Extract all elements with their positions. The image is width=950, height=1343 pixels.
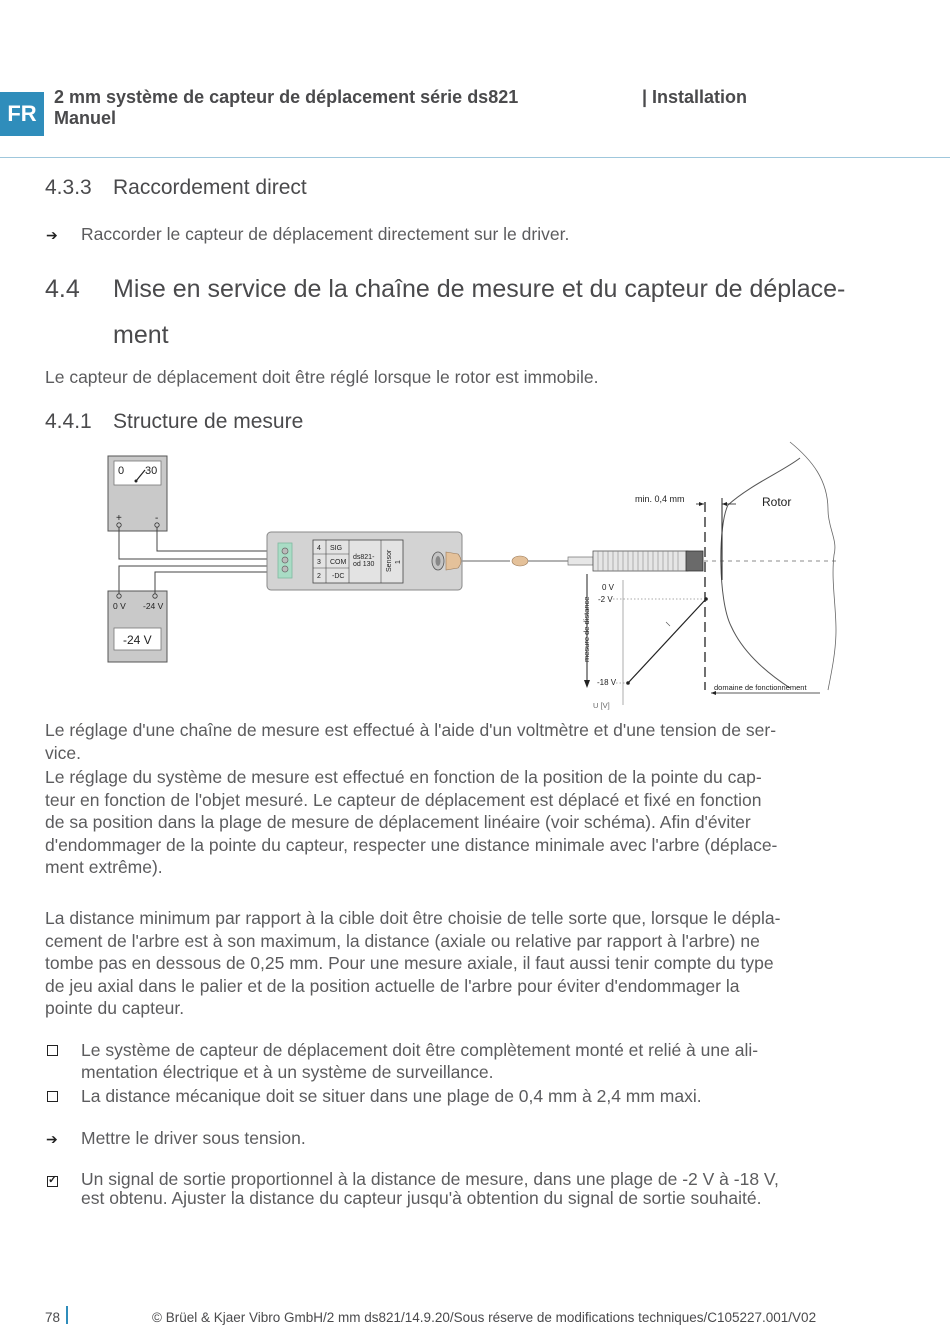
step-connect: [46, 223, 570, 245]
step-text: Mettre le driver sous tension.: [81, 1128, 306, 1148]
model-label-line2: od 130: [353, 561, 375, 568]
paragraph-line: tombe pas en dessous de 0,25 mm. Pour une mesure axiale, il faut aussi tenir compte du type: [45, 953, 774, 973]
page-number-bar: [66, 1306, 68, 1324]
result-item: [81, 1170, 881, 1208]
psu-voltage-display: -24 V: [123, 633, 152, 647]
paragraph-line: pointe du capteur.: [45, 998, 185, 1018]
signal-characteristic-plot: [582, 574, 820, 710]
axis-label-distance: mesure de distance: [582, 596, 591, 662]
paragraph-line: teur en fonction de l'objet mesuré. Le capteur de déplacement est déplacé et fixé en fonction: [45, 789, 762, 810]
result-line: est obtenu. Ajuster la distance du capteur jusqu'à obtention du signal de sortie souhaité.: [81, 1188, 762, 1208]
paragraph-line: de jeu axial dans le palier et de la position actuelle de l'arbre pour éviter d'endommager la: [45, 975, 740, 996]
heading-text: Structure de mesure: [113, 410, 304, 433]
header-divider: [0, 157, 950, 158]
paragraph-line: Le réglage du système de mesure est effectué en fonction de la position de la pointe du cap-: [45, 767, 762, 787]
heading-number: 4.3.3: [45, 176, 92, 199]
paragraph-line: vice.: [45, 742, 81, 763]
step-text: Raccorder le capteur de déplacement directement sur le driver.: [81, 224, 570, 244]
language-badge: FR: [0, 92, 44, 136]
heading-text: Raccordement direct: [113, 176, 307, 199]
meter-plus-label: +: [116, 513, 122, 524]
model-label-line1: ds821-: [353, 554, 375, 561]
heading-number: 4.4.1: [45, 410, 92, 433]
displacement-sensor: [593, 551, 703, 571]
terminal-com: COM: [330, 559, 347, 566]
wiring: [119, 527, 283, 594]
page-number: 78: [45, 1310, 61, 1325]
psu-neg-label: -24 V: [143, 601, 164, 611]
meter-scale-min: 0: [118, 465, 125, 477]
checkbox-icon: [47, 1045, 58, 1056]
document-title-line2: Manuel: [54, 108, 117, 128]
min-gap-dimension: [635, 494, 736, 690]
paragraph-line: La distance minimum par rapport à la cible doit être choisie de telle sorte que, lorsque le dépla-: [45, 908, 781, 928]
footer-copyright: © Brüel & Kjaer Vibro GmbH/2 mm ds821/14.9.20/Sous réserve de modifications techniques/C105227.001/V02: [152, 1310, 817, 1325]
heading-4-4: [45, 266, 845, 358]
chapter-label: | Installation: [642, 87, 748, 107]
measurement-setup-diagram: [100, 440, 860, 715]
terminal-3: 3: [317, 559, 321, 566]
paragraph-line: de sa position dans la plage de mesure de déplacement linéaire (voir schéma). Afin d'éviter: [45, 812, 751, 832]
paragraph-line: cement de l'arbre est à son maximum, la distance (axiale ou relative par rapport à l'arbre) ne: [45, 930, 760, 951]
heading-text-line1: Mise en service de la chaîne de mesure et du capteur de déplace-: [113, 275, 846, 303]
heading-number: 4.4: [45, 275, 80, 303]
psu-0v-label: 0 V: [113, 601, 126, 611]
driver-module: [267, 532, 462, 590]
paragraph-adjustment: [45, 766, 865, 879]
axis-unit-label: U [V]: [593, 701, 610, 710]
document-title-line1: 2 mm système de capteur de déplacement série ds821: [54, 87, 519, 107]
result-line: Un signal de sortie proportionnel à la distance de mesure, dans une plage de -2 V à -18 V,: [81, 1169, 779, 1189]
heading-text-line2: ment: [113, 321, 169, 349]
linear-characteristic-line: [628, 599, 706, 683]
voltage-0v: 0 V: [602, 583, 615, 592]
prerequisite-line: Le système de capteur de déplacement doit être complètement monté et relié à une ali-: [81, 1040, 759, 1060]
sensor-port-label: Sensor: [386, 549, 393, 572]
step-power-on: [46, 1127, 306, 1149]
checkbox-icon: [47, 1091, 58, 1102]
rotor: [704, 442, 840, 690]
meter-minus-label: -: [155, 513, 159, 524]
heading-4-4-1: [45, 410, 303, 434]
prerequisite-item: [81, 1039, 881, 1083]
intro-paragraph: Le capteur de déplacement doit être réglé lorsque le rotor est immobile.: [45, 367, 599, 387]
paragraph-voltmeter: [45, 719, 865, 764]
checkbox-checked-icon: [47, 1176, 58, 1187]
terminal-4: 4: [317, 545, 321, 552]
sensor-port-number: 1: [395, 560, 402, 564]
paragraph-line: d'endommager de la pointe du capteur, respecter une distance minimale avec l'arbre (déplace-: [45, 834, 778, 855]
arrow-right-icon: ➔: [46, 227, 58, 243]
power-supply: [108, 591, 167, 662]
voltmeter: [108, 456, 167, 531]
paragraph-line: ment extrême).: [45, 857, 163, 877]
prerequisite-line: La distance mécanique doit se situer dans une plage de 0,4 mm à 2,4 mm maxi.: [81, 1086, 702, 1106]
sensor-cable: [462, 556, 593, 566]
terminal-dc: -DC: [332, 573, 345, 580]
voltage-minus-2v: -2 V: [598, 595, 613, 604]
paragraph-line: Le réglage d'une chaîne de mesure est effectué à l'aide d'un voltmètre et d'une tension de ser-: [45, 720, 777, 740]
prerequisite-line: mentation électrique et à un système de surveillance.: [81, 1062, 494, 1082]
prerequisite-item: [81, 1085, 881, 1107]
min-gap-label: min. 0,4 mm: [635, 494, 685, 504]
terminal-sig: SIG: [330, 545, 343, 552]
document-title: [54, 87, 518, 129]
rotor-label: Rotor: [762, 495, 792, 509]
terminal-2: 2: [317, 573, 321, 580]
arrow-right-icon: ➔: [46, 1131, 58, 1147]
operating-range-label: domaine de fonctionnement: [714, 683, 807, 692]
meter-scale-max: 30: [145, 465, 158, 477]
heading-4-3-3: [45, 176, 307, 200]
paragraph-min-distance: [45, 907, 865, 1020]
voltage-minus-18v: -18 V: [597, 678, 617, 687]
